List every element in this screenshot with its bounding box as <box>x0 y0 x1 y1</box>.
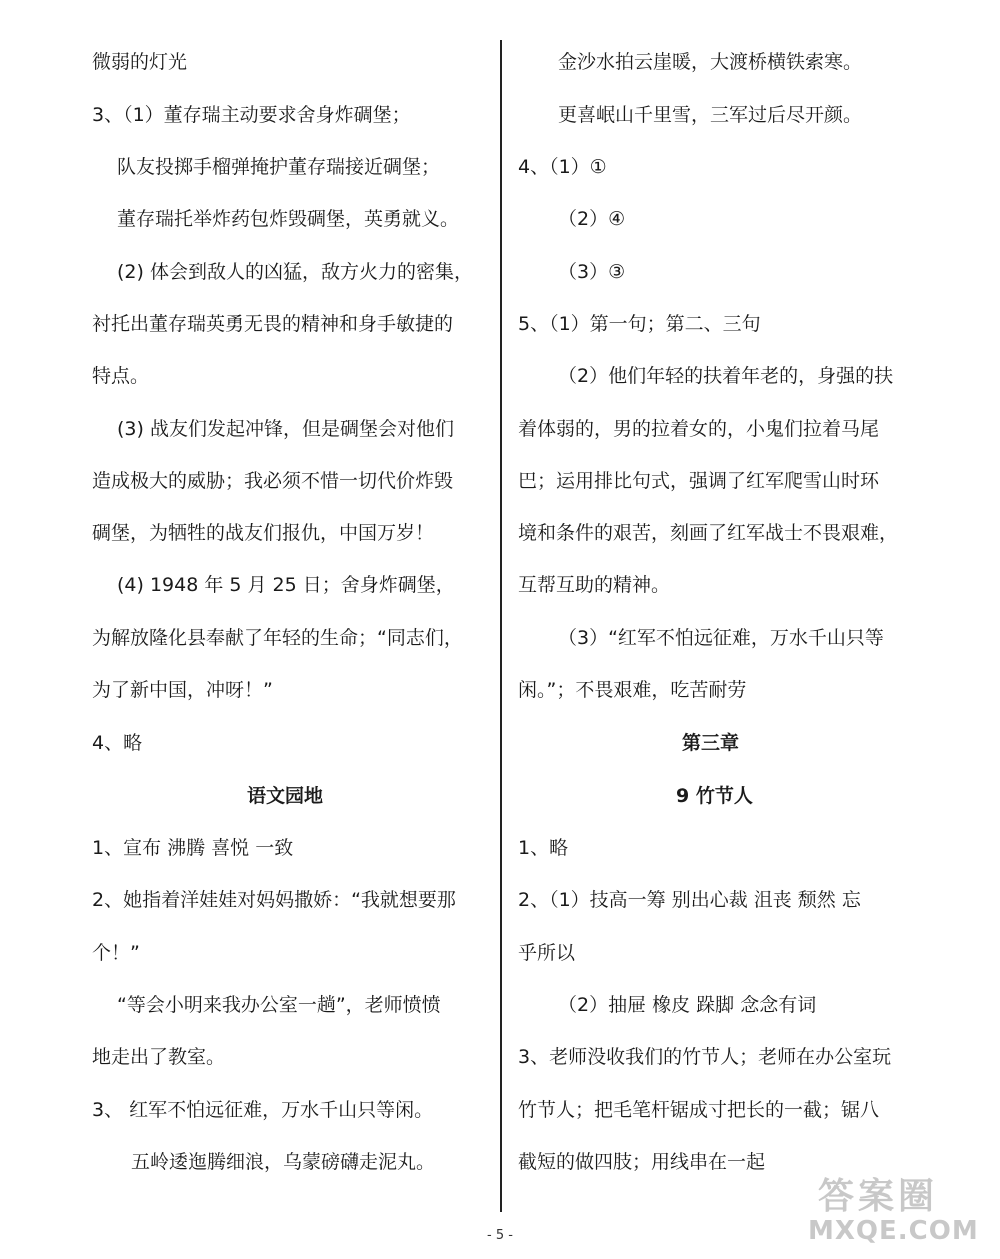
column-divider <box>500 40 502 1212</box>
text-line: 队友投掷手榴弹掩护董存瑞接近碉堡； <box>117 156 441 178</box>
text-line: 董存瑞托举炸药包炸毁碉堡，英勇就义。 <box>117 208 460 230</box>
text-line: 乎所以 <box>518 942 576 964</box>
watermark-text: 答案圈 <box>818 1176 939 1217</box>
text-line: 为了新中国，冲呀！” <box>92 679 273 701</box>
text-line: 地走出了教室。 <box>92 1046 226 1068</box>
text-line: 五岭逶迤腾细浪，乌蒙磅礴走泥丸。 <box>131 1151 436 1173</box>
text-line: 微弱的灯光 <box>92 51 188 73</box>
text-line: 2、（1）技高一筹 别出心裁 沮丧 颓然 忘 <box>518 889 861 911</box>
text-line: 1、宣布 沸腾 喜悦 一致 <box>92 837 294 859</box>
section-heading: 语文园地 <box>247 785 324 807</box>
text-line: 更喜岷山千里雪，三军过后尽开颜。 <box>558 104 863 126</box>
text-line: 竹节人；把毛笔杆锯成寸把长的一截；锯八 <box>518 1099 880 1121</box>
text-line: （2）④ <box>558 208 626 230</box>
text-line: 2、她指着洋娃娃对妈妈撒娇：“我就想要那 <box>92 889 456 911</box>
text-line: （3）“红军不怕远征难，万水千山只等 <box>558 627 884 649</box>
text-line: (3) 战友们发起冲锋，但是碉堡会对他们 <box>117 418 454 440</box>
text-line: 3、 红军不怕远征难，万水千山只等闲。 <box>92 1099 434 1121</box>
text-line: 4、略 <box>92 732 143 754</box>
text-line: 巴；运用排比句式，强调了红军爬雪山时环 <box>518 470 880 492</box>
text-line: 个！” <box>92 942 140 964</box>
text-line: 境和条件的艰苦，刻画了红军战士不畏艰难， <box>518 522 899 544</box>
text-line: 着体弱的，男的拉着女的，小鬼们拉着马尾 <box>518 418 880 440</box>
text-line: 闲。”；不畏艰难，吃苦耐劳 <box>518 679 747 701</box>
lesson-heading: 9 竹节人 <box>676 785 753 807</box>
text-line: （3）③ <box>558 261 626 283</box>
text-line: (2) 体会到敌人的凶猛，敌方火力的密集， <box>117 261 473 283</box>
watermark-url: MXQE.COM <box>808 1216 979 1246</box>
watermark-logo <box>808 1168 998 1258</box>
text-line: “等会小明来我办公室一趟”，老师愤愤 <box>117 994 441 1016</box>
text-line: （2）抽屉 橡皮 跺脚 念念有词 <box>558 994 817 1016</box>
text-line: 5、（1）第一句；第二、三句 <box>518 313 761 335</box>
text-line: 为解放隆化县奉献了年轻的生命；“同志们， <box>92 627 463 649</box>
text-line: 衬托出董存瑞英勇无畏的精神和身手敏捷的 <box>92 313 454 335</box>
text-line: （2）他们年轻的扶着年老的，身强的扶 <box>558 365 894 387</box>
text-line: 3、老师没收我们的竹节人；老师在办公室玩 <box>518 1046 892 1068</box>
text-line: 截短的做四肢；用线串在一起 <box>518 1151 766 1173</box>
chapter-heading: 第三章 <box>682 732 740 754</box>
text-line: 3、（1）董存瑞主动要求舍身炸碉堡； <box>92 104 411 126</box>
page-number: - 5 - <box>487 1228 513 1243</box>
text-line: 造成极大的威胁；我必须不惜一切代价炸毁 <box>92 470 454 492</box>
text-line: 金沙水拍云崖暖，大渡桥横铁索寒。 <box>558 51 863 73</box>
text-line: 4、（1）① <box>518 156 607 178</box>
text-line: 互帮互助的精神。 <box>518 574 671 596</box>
text-line: (4) 1948 年 5 月 25 日；舍身炸碉堡， <box>117 574 455 596</box>
text-line: 特点。 <box>92 365 150 387</box>
text-line: 1、略 <box>518 837 569 859</box>
text-line: 碉堡，为牺牲的战友们报仇，中国万岁！ <box>92 522 435 544</box>
